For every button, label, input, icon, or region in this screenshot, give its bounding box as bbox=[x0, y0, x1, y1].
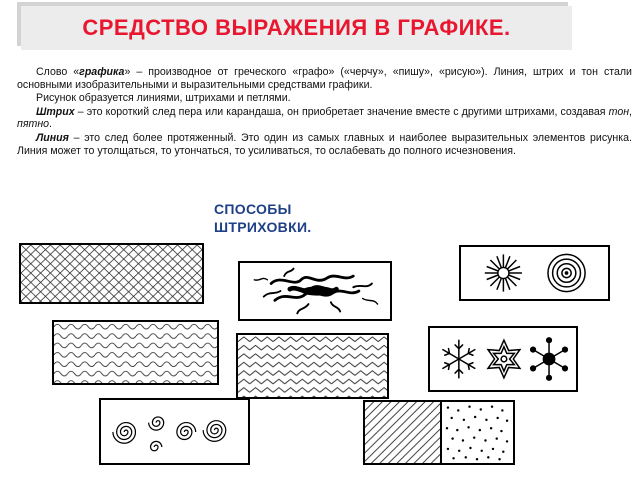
term-shtrih: Штрих bbox=[36, 105, 75, 118]
paragraph-liniya bbox=[17, 132, 632, 157]
radial-circles-icon bbox=[461, 247, 608, 299]
paragraph-risunok: Рисунок образуется линиями, штрихами и петлями. bbox=[36, 92, 291, 105]
diagonal-lines-icon bbox=[365, 402, 440, 463]
paragraph-text: – это короткий след пера или карандаша, он приобретает значение вместе с другими штрихами, создавая bbox=[74, 105, 609, 118]
body-text bbox=[17, 66, 632, 158]
spirals-icon bbox=[101, 400, 248, 463]
paragraph-text: – это след более протяженный. Это один из самых главных и наиболее выразительных элементов рисунка. Линия может то утолщаться, то утончаться, то усиливаться, то ослабевать до полного исчезновения. bbox=[17, 131, 632, 157]
paragraph-text: Слово « bbox=[36, 66, 80, 78]
crosshatch-icon bbox=[21, 245, 202, 302]
crosshatch-pattern bbox=[19, 243, 204, 304]
wavy-lines-pattern bbox=[52, 320, 219, 385]
word-ton: тон bbox=[608, 105, 630, 118]
paragraph-grafika bbox=[17, 66, 632, 91]
wavy-lines-icon bbox=[54, 322, 217, 383]
subtitle-line1: СПОСОБЫ bbox=[214, 201, 292, 217]
zigzag-lines-pattern bbox=[236, 333, 389, 399]
radial-circles-pattern bbox=[459, 245, 610, 301]
snowflakes-icon bbox=[430, 328, 576, 390]
page-title: СРЕДСТВО ВЫРАЖЕНИЯ В ГРАФИКЕ. bbox=[82, 15, 511, 40]
zigzag-lines-icon bbox=[238, 335, 387, 397]
spirals-pattern bbox=[99, 398, 250, 465]
dots-icon bbox=[442, 402, 513, 463]
paragraph-end: . bbox=[49, 118, 52, 131]
term-grafika: графика bbox=[79, 66, 125, 78]
word-pyatno: пятно bbox=[17, 118, 50, 131]
subtitle bbox=[214, 200, 312, 236]
diagonal-lines-pattern bbox=[363, 400, 442, 465]
separator: , bbox=[629, 105, 632, 118]
subtitle-line2: ШТРИХОВКИ. bbox=[214, 219, 312, 235]
snowflakes-pattern bbox=[428, 326, 578, 392]
paragraph-shtrih bbox=[17, 106, 632, 131]
ink-blot-icon bbox=[240, 263, 390, 319]
paragraph-text: » – производное от греческого «графо» («черчу», «пишу», «рисую»). Линия, штрих и тон стали основными изобразительными и выразительными средствами графики. bbox=[17, 66, 632, 91]
dots-pattern bbox=[440, 400, 515, 465]
ink-blot-pattern bbox=[238, 261, 392, 321]
term-liniya: Линия bbox=[36, 131, 69, 144]
